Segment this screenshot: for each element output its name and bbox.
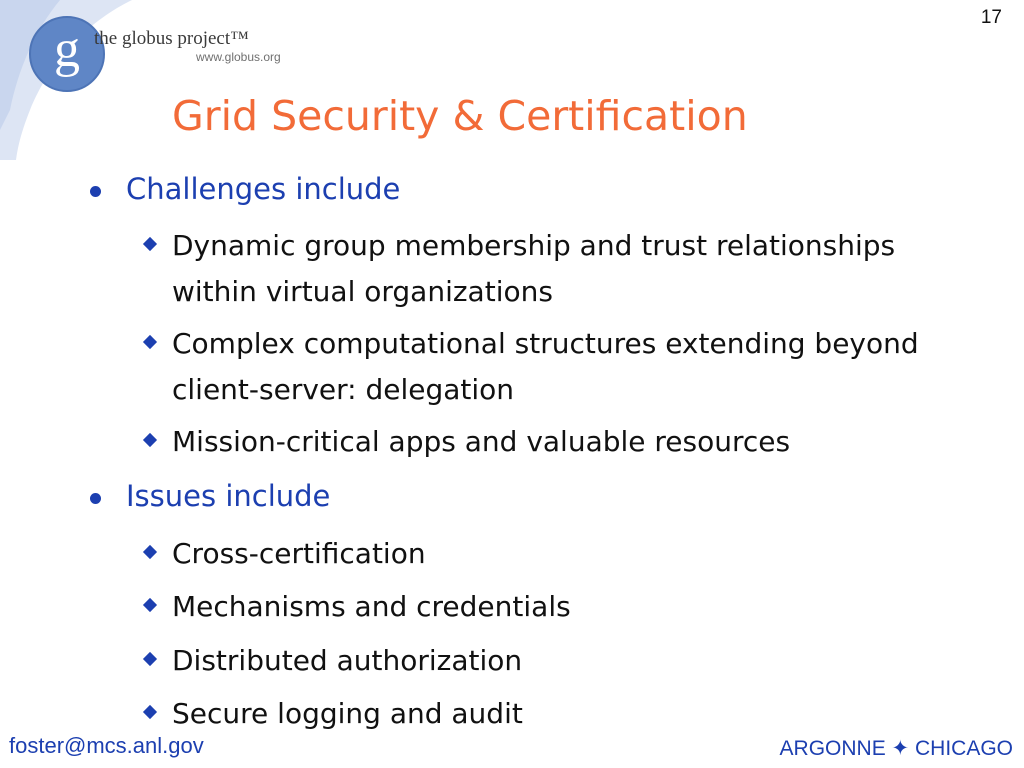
- sub-bullet-text: Dynamic group membership and trust relationships within virtual organizations: [172, 229, 896, 308]
- diamond-bullet-icon: [143, 335, 157, 349]
- logo-letter-g: g: [54, 21, 80, 78]
- sub-bullet-item: [172, 321, 972, 413]
- diamond-bullet-icon: [143, 598, 157, 612]
- sub-bullet-text: Mission-critical apps and valuable resources: [172, 425, 791, 458]
- diamond-bullet-icon: [143, 433, 157, 447]
- bullet-heading: Issues include: [126, 479, 331, 513]
- slide-title: Grid Security & Certification: [172, 92, 748, 140]
- page-number: 17: [980, 7, 1002, 28]
- diamond-bullet-icon: [143, 545, 157, 559]
- logo-url: www.globus.org: [196, 50, 281, 64]
- bullet-dot-icon: [90, 493, 101, 504]
- sub-bullet-item: [172, 223, 972, 315]
- sub-bullet-item: [172, 638, 972, 684]
- sub-bullet-text: Mechanisms and credentials: [172, 590, 571, 623]
- sub-bullet-item: [172, 584, 972, 630]
- diamond-bullet-icon: [143, 705, 157, 719]
- footer-org: ARGONNE ✦ CHICAGO: [779, 737, 1013, 760]
- sub-bullet-item: [172, 691, 972, 737]
- bullet-heading: Challenges include: [126, 172, 401, 206]
- logo-name: the globus project™: [94, 28, 249, 49]
- sub-bullet-text: Cross-certification: [172, 537, 426, 570]
- sub-bullet-text: Distributed authorization: [172, 644, 523, 677]
- footer-email: foster@mcs.anl.gov: [9, 733, 204, 758]
- sub-bullet-text: Complex computational structures extending beyond client-server: delegation: [172, 327, 919, 406]
- sub-bullet-text: Secure logging and audit: [172, 697, 523, 730]
- sub-bullet-item: [172, 531, 972, 577]
- bullet-dot-icon: [90, 186, 101, 197]
- diamond-bullet-icon: [143, 237, 157, 251]
- diamond-bullet-icon: [143, 652, 157, 666]
- sub-bullet-item: [172, 419, 972, 465]
